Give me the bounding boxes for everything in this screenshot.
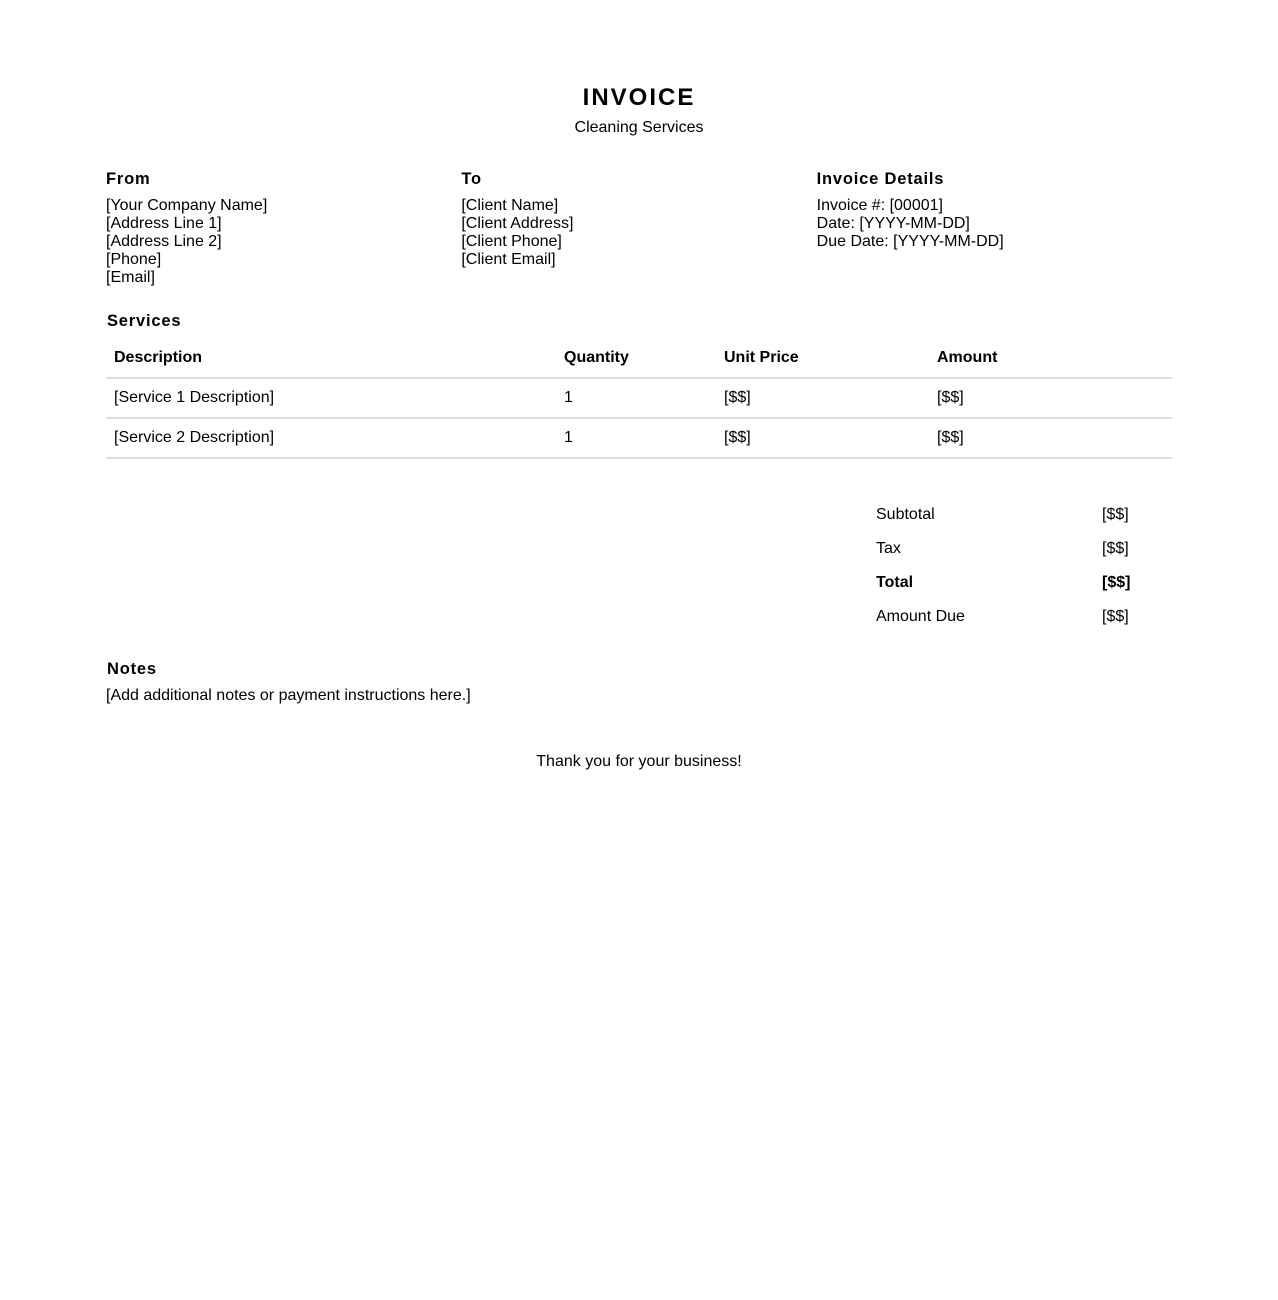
from-line: [Address Line 2]: [106, 233, 222, 250]
subtotal-value: [$$]: [1102, 506, 1129, 523]
tax-row: [868, 532, 1172, 566]
table-row: [106, 378, 1172, 418]
to-heading: To: [461, 170, 482, 188]
subtotal-label: Subtotal: [876, 506, 935, 523]
column-header-description: Description: [106, 340, 556, 378]
totals-table: [868, 498, 1172, 634]
total-row: [868, 566, 1172, 600]
services-heading: Services: [107, 312, 182, 330]
parties-section: [106, 170, 1172, 287]
invoice-subtitle: Cleaning Services: [574, 119, 704, 136]
from-heading: From: [106, 170, 151, 188]
column-header-amount: Amount: [929, 340, 1172, 378]
invoice-date: Date: [YYYY-MM-DD]: [816, 215, 970, 232]
cell-unit-price: [$$]: [716, 418, 929, 458]
from-block: [106, 170, 461, 287]
amount-due-label: Amount Due: [876, 608, 965, 625]
cell-quantity: 1: [556, 418, 716, 458]
column-header-quantity: Quantity: [556, 340, 716, 378]
to-line: [Client Email]: [461, 251, 556, 268]
to-block: [461, 170, 816, 287]
services-table: [106, 340, 1172, 459]
notes-text: [Add additional notes or payment instructions here.]: [106, 687, 471, 704]
tax-value: [$$]: [1102, 540, 1129, 557]
cell-unit-price: [$$]: [716, 378, 929, 418]
notes-heading: Notes: [107, 660, 157, 678]
cell-description: [Service 2 Description]: [106, 418, 556, 458]
to-line: [Client Name]: [461, 197, 559, 214]
invoice-number: Invoice #: [00001]: [816, 197, 943, 214]
cell-amount: [$$]: [929, 418, 1172, 458]
from-line: [Phone]: [106, 251, 162, 268]
details-heading: Invoice Details: [816, 170, 945, 188]
invoice-details-block: [817, 170, 1172, 287]
subtotal-row: [868, 498, 1172, 532]
due-date: Due Date: [YYYY-MM-DD]: [816, 233, 1004, 250]
invoice-title: INVOICE: [582, 84, 696, 111]
tax-label: Tax: [876, 540, 901, 557]
from-line: [Email]: [106, 269, 155, 286]
from-line: [Address Line 1]: [106, 215, 222, 232]
thank-you-message: Thank you for your business!: [536, 753, 742, 770]
column-header-unit-price: Unit Price: [716, 340, 929, 378]
cell-description: [Service 1 Description]: [106, 378, 556, 418]
amount-due-value: [$$]: [1102, 608, 1129, 625]
amount-due-row: [868, 600, 1172, 634]
from-line: [Your Company Name]: [106, 197, 268, 214]
cell-quantity: 1: [556, 378, 716, 418]
to-line: [Client Address]: [461, 215, 574, 232]
to-line: [Client Phone]: [461, 233, 562, 250]
total-value: [$$]: [1102, 574, 1131, 591]
table-row: [106, 418, 1172, 458]
table-header-row: [106, 340, 1172, 378]
total-label: Total: [876, 574, 914, 591]
cell-amount: [$$]: [929, 378, 1172, 418]
